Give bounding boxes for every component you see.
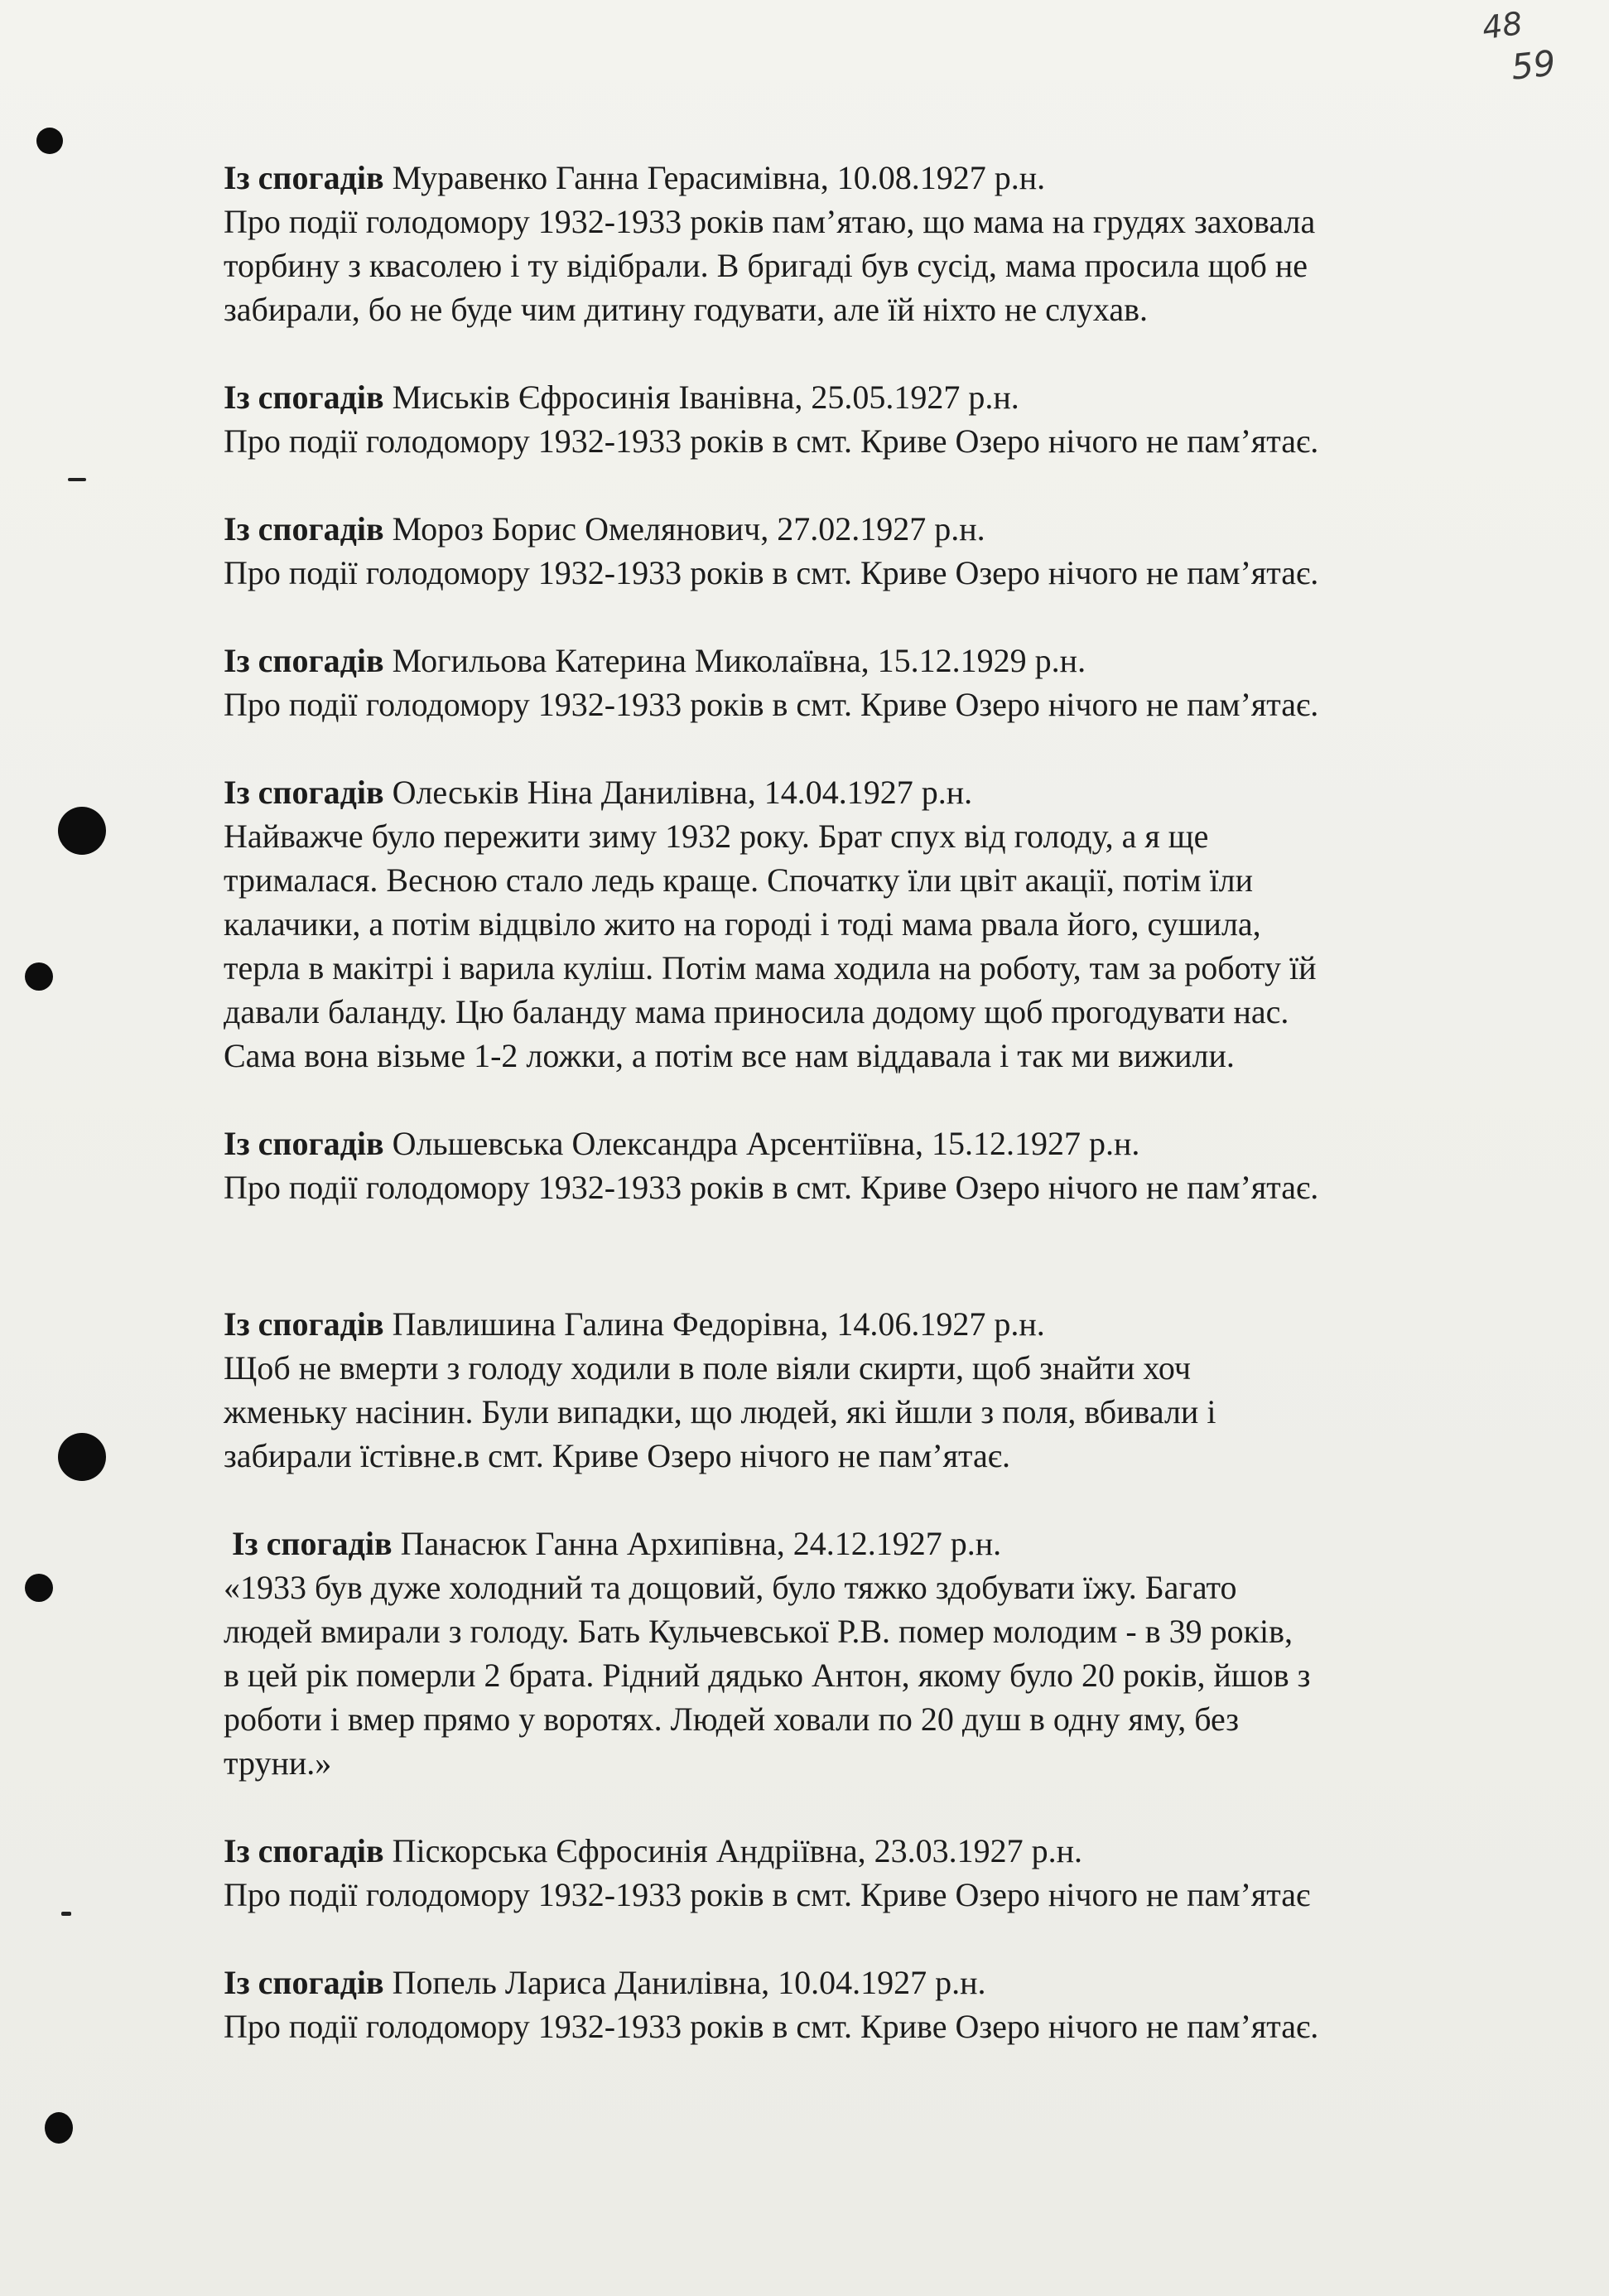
punch-hole	[36, 128, 63, 154]
memoir-entry	[224, 1121, 1515, 1209]
entry-text-line: Про події голодомору 1932-1933 років пам’ятаю, що мама на грудях заховала	[224, 203, 1316, 240]
entry-text-line: Про події голодомору 1932-1933 років в смт. Криве Озеро нічого не пам’ятає.	[224, 2008, 1319, 2045]
entry-text-line: калачики, а потім відцвіло жито на городі і тоді мама рвала його, сушила,	[224, 905, 1261, 943]
memoir-entry-body	[224, 1565, 1515, 1785]
entry-text-line: «1933 був дуже холодний та дощовий, було тяжко здобувати їжу. Багато	[224, 1569, 1237, 1606]
entry-text-line: трималася. Весною стало ледь краще. Спочатку їли цвіт акації, потім їли	[224, 861, 1254, 899]
entry-text-line: роботи і вмер прямо у воротях. Людей ховали по 20 душ в одну яму, без	[224, 1700, 1240, 1738]
entry-header	[224, 1302, 1515, 1346]
entry-header	[224, 639, 1515, 683]
entry-lead: Із спогадів	[224, 1832, 384, 1869]
entry-text-line: жменьку насінин. Були випадки, що людей, які йшли з поля, вбивали і	[224, 1393, 1216, 1430]
entry-person: Муравенко Ганна Герасимівна, 10.08.1927 р.н.	[392, 159, 1046, 196]
scan-speck	[68, 478, 86, 481]
memoir-entry	[224, 1302, 1515, 1478]
entry-text-line: Щоб не вмерти з голоду ходили в поле віяли скирти, щоб знайти хоч	[224, 1349, 1191, 1387]
punch-hole	[25, 1574, 53, 1602]
entry-text-line: Сама вона візьме 1-2 ложки, а потім все нам віддавала і так ми вижили.	[224, 1037, 1235, 1074]
punch-hole	[58, 1433, 106, 1481]
entry-lead: Із спогадів	[224, 1125, 384, 1162]
entry-header	[224, 156, 1515, 200]
entry-person: Ольшевська Олександра Арсентіївна, 15.12.1927 р.н.	[392, 1125, 1140, 1162]
memoir-entry	[224, 639, 1515, 726]
entry-lead: Із спогадів	[224, 774, 384, 811]
entry-person: Панасюк Ганна Архипівна, 24.12.1927 р.н.	[400, 1525, 1002, 1562]
punch-hole	[45, 2112, 73, 2144]
entry-header	[224, 770, 1515, 814]
memoir-entry	[224, 1961, 1515, 2048]
entry-text-line: терла в макітрі і варила куліш. Потім мама ходила на роботу, там за роботу їй	[224, 949, 1317, 986]
entry-text-line: давали баланду. Цю баланду мама приносила додому щоб прогодувати нас.	[224, 993, 1289, 1030]
entry-lead: Із спогадів	[224, 159, 384, 196]
entry-text-line: Про події голодомору 1932-1933 років в смт. Криве Озеро нічого не пам’ятає	[224, 1876, 1311, 1913]
entry-lead: Із спогадів	[224, 642, 384, 679]
entry-text-line: в цей рік померли 2 брата. Рідний дядько Антон, якому було 20 років, йшов з	[224, 1657, 1311, 1694]
archive-number-top: 48	[1480, 4, 1525, 47]
archive-number-bottom: 59	[1509, 42, 1558, 88]
entry-text-line: Найважче було пережити зиму 1932 року. Брат спух від голоду, а я ще	[224, 818, 1209, 855]
memoir-entry	[224, 156, 1515, 331]
entry-header	[224, 1961, 1515, 2004]
entry-person: Попель Лариса Данилівна, 10.04.1927 р.н.	[392, 1964, 986, 2001]
entry-lead: Із спогадів	[224, 1305, 384, 1343]
entry-text-line: Про події голодомору 1932-1933 років в смт. Криве Озеро нічого не пам’ятає.	[224, 1169, 1319, 1206]
entry-header	[224, 1121, 1515, 1165]
entry-header	[224, 507, 1515, 551]
entry-person: Павлишина Галина Федорівна, 14.06.1927 р.н.	[392, 1305, 1045, 1343]
entry-text-line: Про події голодомору 1932-1933 років в смт. Криве Озеро нічого не пам’ятає.	[224, 686, 1319, 723]
memoir-entry	[224, 1829, 1515, 1917]
entry-lead: Із спогадів	[224, 510, 384, 547]
entry-text-line: забирали, бо не буде чим дитину годувати, але їй ніхто не слухав.	[224, 291, 1148, 328]
entry-person: Могильова Катерина Миколаївна, 15.12.1929 р.н.	[392, 642, 1086, 679]
punch-hole	[25, 962, 53, 991]
entry-lead: Із спогадів	[224, 379, 384, 416]
memoir-entry	[224, 770, 1515, 1078]
entry-lead: Із спогадів	[232, 1525, 393, 1562]
entry-header	[224, 375, 1515, 419]
entry-person: Мороз Борис Омелянович, 27.02.1927 р.н.	[392, 510, 985, 547]
entry-text-line: Про події голодомору 1932-1933 років в смт. Криве Озеро нічого не пам’ятає.	[224, 554, 1319, 591]
entry-person: Миськів Єфросинія Іванівна, 25.05.1927 р.н.	[392, 379, 1019, 416]
entry-text-line: забирали їстівне.в смт. Криве Озеро нічого не пам’ятає.	[224, 1437, 1010, 1474]
entry-person: Піскорська Єфросинія Андріївна, 23.03.1927 р.н.	[392, 1832, 1083, 1869]
entry-text-line: торбину з квасолею і ту відібрали. В бригаді був сусід, мама просила щоб не	[224, 247, 1308, 284]
punch-hole	[58, 807, 106, 855]
entry-header	[224, 1829, 1515, 1873]
memoirs-list	[224, 156, 1515, 2048]
entry-header	[232, 1522, 1515, 1565]
scan-speck	[61, 1912, 71, 1916]
entry-text-line: труни.»	[224, 1744, 332, 1782]
memoir-entry	[224, 1522, 1515, 1565]
entry-text-line: людей вмирали з голоду. Бать Кульчевської Р.В. помер молодим - в 39 років,	[224, 1613, 1293, 1650]
memoir-entry	[224, 507, 1515, 595]
entry-lead: Із спогадів	[224, 1964, 384, 2001]
entry-text-line: Про події голодомору 1932-1933 років в смт. Криве Озеро нічого не пам’ятає.	[224, 422, 1319, 460]
memoir-entry	[224, 375, 1515, 463]
entry-person: Олеськів Ніна Данилівна, 14.04.1927 р.н.	[392, 774, 973, 811]
